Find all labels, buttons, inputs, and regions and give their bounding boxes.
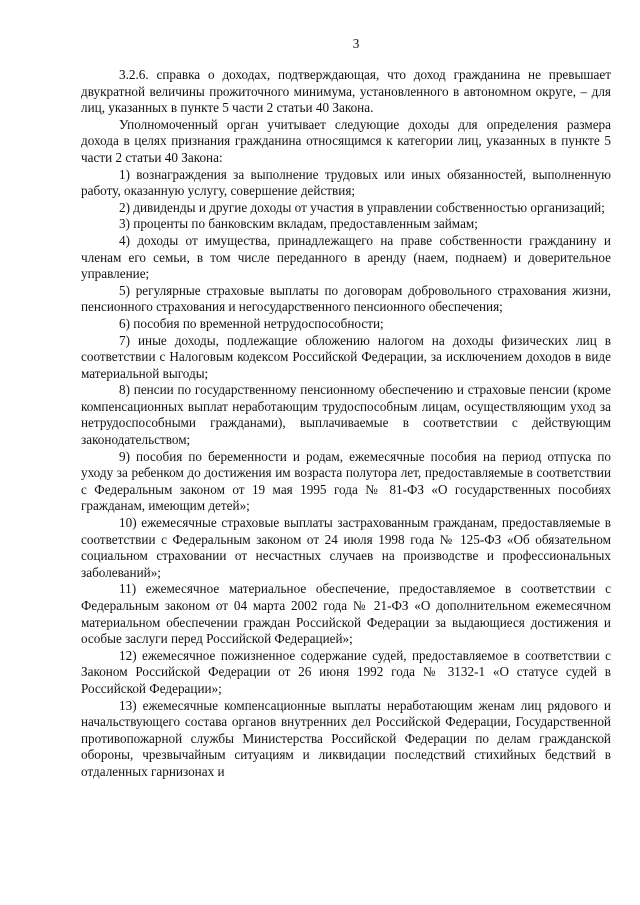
list-item-10: 10) ежемесячные страховые выплаты застрахованным гражданам, предоставляемые в соответствии с Федеральным законом от 24 июля 1998 года № 125-ФЗ «Об обязательном социальном страховании от несчастных случаев на производстве и профессиональных заболеваний»; (81, 515, 611, 580)
paragraph-income-intro: Уполномоченный орган учитывает следующие доходы для определения размера дохода в целях признания гражданина относящимся к категории лиц, указанных в пункте 5 части 2 статьи 40 Закона: (81, 116, 611, 165)
list-item-1: 1) вознаграждения за выполнение трудовых или иных обязанностей, выполненную работу, оказанную услугу, совершение действия; (81, 166, 611, 199)
list-item-8: 8) пенсии по государственному пенсионному обеспечению и страховые пенсии (кроме компенсационных выплат неработающим трудоспособным лицам, осуществляющим уход за нетрудоспособными гражданами), выплачиваемые в соответствии с действующим законодательством; (81, 382, 611, 448)
paragraph-3-2-6: 3.2.6. справка о доходах, подтверждающая, что доход гражданина не превышает двукратной величины прожиточного минимума, установленного в автономном округе, – для лиц, указанных в пункте 5 части 2 статьи 40 Закона. (81, 67, 611, 116)
list-item-3: 3) проценты по банковским вкладам, предоставленным займам; (119, 216, 478, 232)
list-item-7: 7) иные доходы, подлежащие обложению налогом на доходы физических лиц в соответствии с Налоговым кодексом Российской Федерации, за исключением доходов в виде материальной выгоды; (81, 332, 611, 381)
list-item-4: 4) доходы от имущества, принадлежащего на праве собственности гражданину и членам его семьи, в том числе переданного в аренду (наем, поднаем) и доверительное управление; (81, 232, 611, 282)
list-item-9: 9) пособия по беременности и родам, ежемесячные пособия на период отпуска по уходу за ребенком до достижения им возраста полутора лет, предоставляемые в соответствии с Федеральным законом от 19 мая 1995 года № 81-ФЗ «О государственных пособиях гражданам, имеющим детей»; (81, 448, 611, 514)
list-item-6: 6) пособия по временной нетрудоспособности; (119, 315, 384, 331)
list-item-2: 2) дивиденды и другие доходы от участия в управлении собственностью организаций; (119, 199, 605, 215)
page-number: 3 (352, 36, 360, 51)
list-item-13: 13) ежемесячные компенсационные выплаты неработающим женам лиц рядового и начальствующего состава органов внутренних дел Российской Федерации, Государственной противопожарной службы Министерства Российской Федерации по делам гражданской обороны, чрезвычайным ситуациям и ликвидации последствий стихийных бедствий в отдаленных гарнизонах и (81, 697, 611, 779)
list-item-12: 12) ежемесячное пожизненное содержание судей, предоставляемое в соответствии с Законом Российской Федерации от 26 июня 1992 года № 3132-1 «О статусе судей в Российской Федерации»; (81, 647, 611, 696)
list-item-5: 5) регулярные страховые выплаты по договорам добровольного страхования жизни, пенсионного страхования и негосударственного пенсионного обеспечения; (81, 282, 611, 315)
list-item-11: 11) ежемесячное материальное обеспечение, предоставляемое в соответствии с Федеральным законом от 04 марта 2002 года № 21-ФЗ «О дополнительном ежемесячном материальном обеспечении граждан Российской Федерации за выдающиеся достижения и особые заслуги перед Российской Федерацией»; (81, 581, 611, 647)
